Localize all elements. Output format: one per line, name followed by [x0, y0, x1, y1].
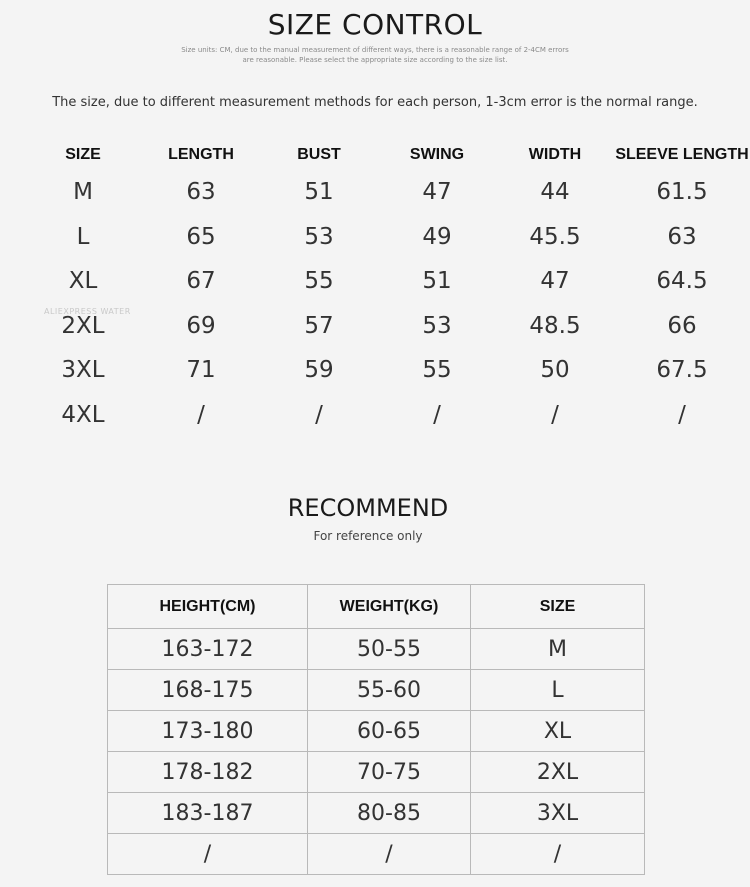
table-row [24, 215, 750, 260]
table-cell: M [73, 179, 93, 206]
table-cell: / [433, 401, 441, 428]
table-cell: 44 [540, 179, 570, 206]
table-row [24, 259, 750, 304]
column-header-length: LENGTH [168, 146, 234, 163]
table-row [24, 304, 750, 349]
table-cell: 49 [422, 223, 452, 250]
size-chart-header-row [24, 140, 750, 170]
table-cell: 80-85 [308, 793, 471, 834]
table-cell: 4XL [61, 401, 105, 428]
table-cell: 50 [540, 357, 570, 384]
table-cell: 61.5 [656, 179, 708, 206]
table-cell: 59 [304, 357, 334, 384]
table-cell: 71 [186, 357, 216, 384]
recommend-header-row [108, 585, 645, 629]
table-cell: 57 [304, 312, 334, 339]
table-cell: 47 [540, 268, 570, 295]
table-row [108, 629, 645, 670]
watermark: ALIEXPRESS WATER [44, 307, 131, 316]
table-cell: 53 [304, 223, 334, 250]
table-cell: 55 [422, 357, 452, 384]
table-cell: M [471, 629, 645, 670]
table-cell: 51 [304, 179, 334, 206]
table-cell: / [315, 401, 323, 428]
column-header-sleeve-length: SLEEVE LENGTH [615, 146, 749, 163]
table-cell: 55 [304, 268, 334, 295]
table-cell: 63 [186, 179, 216, 206]
column-header-size: SIZE [65, 146, 101, 163]
table-cell: 67 [186, 268, 216, 295]
page-title: SIZE CONTROL [267, 8, 483, 41]
table-cell: / [471, 834, 645, 875]
recommend-title: RECOMMEND [287, 494, 449, 522]
table-cell: 45.5 [529, 223, 581, 250]
table-cell: 183-187 [108, 793, 308, 834]
table-row [24, 170, 750, 215]
column-header-weight: WEIGHT(KG) [308, 585, 471, 629]
table-row [108, 834, 645, 875]
column-header-size: SIZE [471, 585, 645, 629]
size-chart-table [24, 140, 750, 437]
table-cell: 65 [186, 223, 216, 250]
recommend-table [107, 584, 645, 875]
table-cell: 178-182 [108, 752, 308, 793]
table-cell: / [197, 401, 205, 428]
table-cell: 69 [186, 312, 216, 339]
table-cell: 3XL [61, 357, 105, 384]
table-cell: L [76, 223, 90, 250]
column-header-swing: SWING [409, 146, 465, 163]
column-header-width: WIDTH [528, 146, 582, 163]
table-cell: / [678, 401, 686, 428]
table-cell: 50-55 [308, 629, 471, 670]
size-units-note [175, 45, 575, 65]
table-cell: 2XL [471, 752, 645, 793]
table-cell: 55-60 [308, 670, 471, 711]
table-cell: / [308, 834, 471, 875]
table-cell: XL [68, 268, 98, 295]
table-cell: XL [471, 711, 645, 752]
table-cell: 163-172 [108, 629, 308, 670]
table-cell: L [471, 670, 645, 711]
table-cell: 48.5 [529, 312, 581, 339]
table-cell: 53 [422, 312, 452, 339]
table-cell: 51 [422, 268, 452, 295]
size-units-note-line-2: are reasonable. Please select the appropriate size according to the size list. [242, 56, 508, 64]
table-cell: 168-175 [108, 670, 308, 711]
column-header-height: HEIGHT(CM) [108, 585, 308, 629]
table-cell: 63 [667, 223, 697, 250]
table-cell: 47 [422, 179, 452, 206]
table-cell: / [108, 834, 308, 875]
table-row [108, 711, 645, 752]
table-row [24, 348, 750, 393]
table-cell: 60-65 [308, 711, 471, 752]
table-cell: / [551, 401, 559, 428]
table-row [108, 670, 645, 711]
table-row [24, 393, 750, 438]
size-units-note-line-1: Size units: CM, due to the manual measurement of different ways, there is a reasonable range of 2-4CM errors [181, 46, 569, 54]
table-cell: 70-75 [308, 752, 471, 793]
table-cell: 3XL [471, 793, 645, 834]
recommend-subtitle: For reference only [313, 529, 423, 543]
column-header-bust: BUST [297, 146, 341, 163]
table-row [108, 752, 645, 793]
measurement-disclaimer: The size, due to different measurement methods for each person, 1-3cm error is the normal range. [52, 95, 698, 110]
table-cell: 67.5 [656, 357, 708, 384]
table-row [108, 793, 645, 834]
table-cell: 66 [667, 312, 697, 339]
table-cell: 173-180 [108, 711, 308, 752]
table-cell: 64.5 [656, 268, 708, 295]
table-cell: 2XL [61, 312, 105, 339]
